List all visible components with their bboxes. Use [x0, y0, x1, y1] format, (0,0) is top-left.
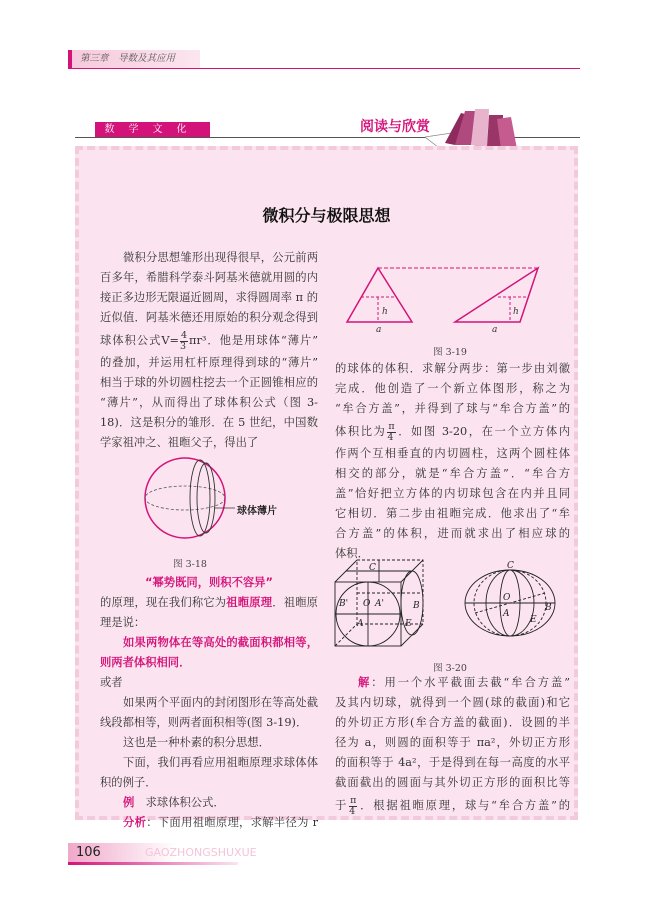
- text-line: 18)．这是积分的雏形．在 5 世纪，中国数: [100, 416, 318, 429]
- text-line: [100, 573, 318, 593]
- svg-text:C: C: [507, 561, 514, 571]
- text-line: 径为 a，则圆的面积等于 πa²，外切正方形: [335, 736, 570, 749]
- label-h: h: [513, 307, 519, 317]
- footer-divider: [68, 862, 238, 865]
- chapter-header: 第三章 导数及其应用: [68, 50, 200, 68]
- text-line: 近似值．阿基米德还用原始的积分观念得到: [100, 311, 318, 324]
- svg-text:E: E: [405, 619, 412, 629]
- svg-text:O: O: [503, 593, 511, 603]
- emphasis-text: 则两者体积相同．: [100, 656, 191, 669]
- text-line: 百多年，希腊科学泰斗阿基米德就用圆的内: [100, 271, 318, 284]
- svg-text:B: B: [545, 603, 552, 613]
- text-line: 相当于球的外切圆柱挖去一个正圆锥相应的: [100, 376, 318, 389]
- text-line: 盖”恰好把立方体的内切球包含在内并且同: [335, 487, 570, 500]
- text-line: 下面，我们再看应用祖暅原理求球体体: [123, 756, 318, 769]
- text-line: 解：用一个水平截面去截“牟合方盖”: [358, 676, 570, 689]
- fraction: $\frac{\pi}{4}$: [387, 420, 395, 443]
- figure-3-20-cube-and-mouhefanggai: [325, 558, 570, 648]
- emphasis-text: 解: [358, 676, 372, 689]
- text-line: 的面积等于 4a²，于是得到在每一高度的水平: [335, 756, 570, 769]
- figure-3-19-triangles: [340, 260, 560, 340]
- label-a: a: [492, 325, 498, 335]
- figure-3-19-caption: 图 3-19: [433, 347, 467, 358]
- reading-heading: 阅读与欣赏: [360, 119, 430, 135]
- figure-3-20-caption: 图 3-20: [433, 663, 467, 674]
- page-number: 106: [68, 843, 188, 863]
- text-line: 积的例子．: [100, 776, 157, 789]
- emphasis-text: 如果两物体在等高处的截面积都相等，: [123, 636, 318, 649]
- text-line: 线段都相等，则两者面积相等(图 3-19)．: [100, 716, 308, 729]
- emphasis-text: 祖暅原理: [226, 596, 273, 609]
- text-line: 如果两个平面内的封闭图形在等高处截: [123, 696, 318, 709]
- text-line: 的球体的体积．求解分两步：第一步由刘徽: [335, 362, 570, 375]
- footer-brand: GAOZHONGSHUXUE: [145, 846, 257, 859]
- text-line: [100, 653, 318, 673]
- text-line: 截面截出的圆面与其外切正方形的面积比等: [335, 776, 570, 789]
- label-h: h: [382, 307, 388, 317]
- text-line: 它相切．第二步由祖暅完成．他求出了“牟: [335, 507, 570, 520]
- text-line: 于 $\frac{\pi}{4}$ ．根据祖暅原理，球与“牟合方盖”的: [335, 794, 570, 817]
- fraction: $\frac{\pi}{4}$: [349, 794, 357, 817]
- figure-3-18-label: 球体薄片: [237, 506, 277, 517]
- left-text-block-2: [100, 573, 318, 833]
- emphasis-text: 分析: [123, 816, 147, 829]
- fraction: $\frac{4}{3}$: [179, 329, 188, 352]
- svg-text:A: A: [357, 619, 364, 629]
- svg-text:B: B: [413, 601, 420, 611]
- svg-text:O: O: [363, 599, 371, 609]
- text-line: 分析：下面用祖暅原理，求解半径为 r: [123, 816, 318, 829]
- text-line: 及其内切球，就得到一个圆(球的截面)和它: [335, 696, 570, 709]
- text-line: “薄片”，从而得出了球体积公式（图 3-: [100, 396, 318, 409]
- text-line: 相交的部分，就是“牟合方盖”．“牟合方: [335, 467, 570, 480]
- text-line: [100, 633, 318, 653]
- text-line: 的原理，现在我们称它为祖暅原理．祖暅原: [100, 596, 318, 609]
- text-line: 这也是一种朴素的积分思想．: [123, 736, 270, 749]
- text-line: 或者: [100, 676, 123, 689]
- text-line: 的外切正方形(牟合方盖的截面)．设圆的半: [335, 716, 570, 729]
- text-line: 合方盖”的体积，进而就求出了相应球的: [335, 527, 570, 540]
- text-line: 完成．他创造了一个新立体图形，称之为: [335, 382, 570, 395]
- text-line: 例 求球体积公式．: [123, 796, 225, 809]
- header-divider: [68, 68, 580, 69]
- text-line: 微积分思想雏形出现得很早，公元前两: [123, 251, 318, 264]
- text-line: 理是说：: [100, 616, 146, 629]
- text-line: 球体积公式V= $\frac{4}{3}$ πr³．他是用球体“薄片”: [100, 329, 319, 352]
- figure-3-18-caption: 图 3-18: [173, 559, 207, 570]
- article-title: 微积分与极限思想: [262, 206, 391, 225]
- emphasis-text: “幂势既同，则积不容异”: [145, 576, 273, 589]
- label-a: a: [376, 325, 382, 335]
- left-text-block-1: [100, 248, 318, 453]
- text-line: 作两个互相垂直的内切圆柱，这两个圆柱体: [335, 447, 570, 460]
- svg-text:E: E: [530, 615, 537, 625]
- text-line: 学家祖冲之、祖暅父子，得出了: [100, 436, 259, 449]
- text-line: 接正多边形无限逼近圆周，求得圆周率 π 的: [100, 291, 318, 304]
- right-text-block-1: [335, 359, 570, 564]
- text-line: 体积．: [335, 547, 369, 560]
- svg-text:C: C: [369, 563, 376, 573]
- svg-text:A': A': [375, 599, 384, 609]
- emphasis-text: 例: [123, 796, 135, 809]
- figure-3-18-sphere: [130, 450, 320, 540]
- text-line: 的叠加，并运用杠杆原理得到球的“薄片”: [100, 356, 318, 369]
- svg-text:B': B': [339, 599, 349, 609]
- section-tag: 数学文化: [95, 122, 210, 137]
- text-line: 体积比为 $\frac{\pi}{4}$ ．如图 3-20，在一个立方体内: [335, 420, 570, 443]
- right-text-block-2: [335, 673, 570, 818]
- text-line: “牟合方盖”，并得到了球与“牟合方盖”的: [335, 402, 570, 415]
- svg-text:A: A: [503, 609, 510, 619]
